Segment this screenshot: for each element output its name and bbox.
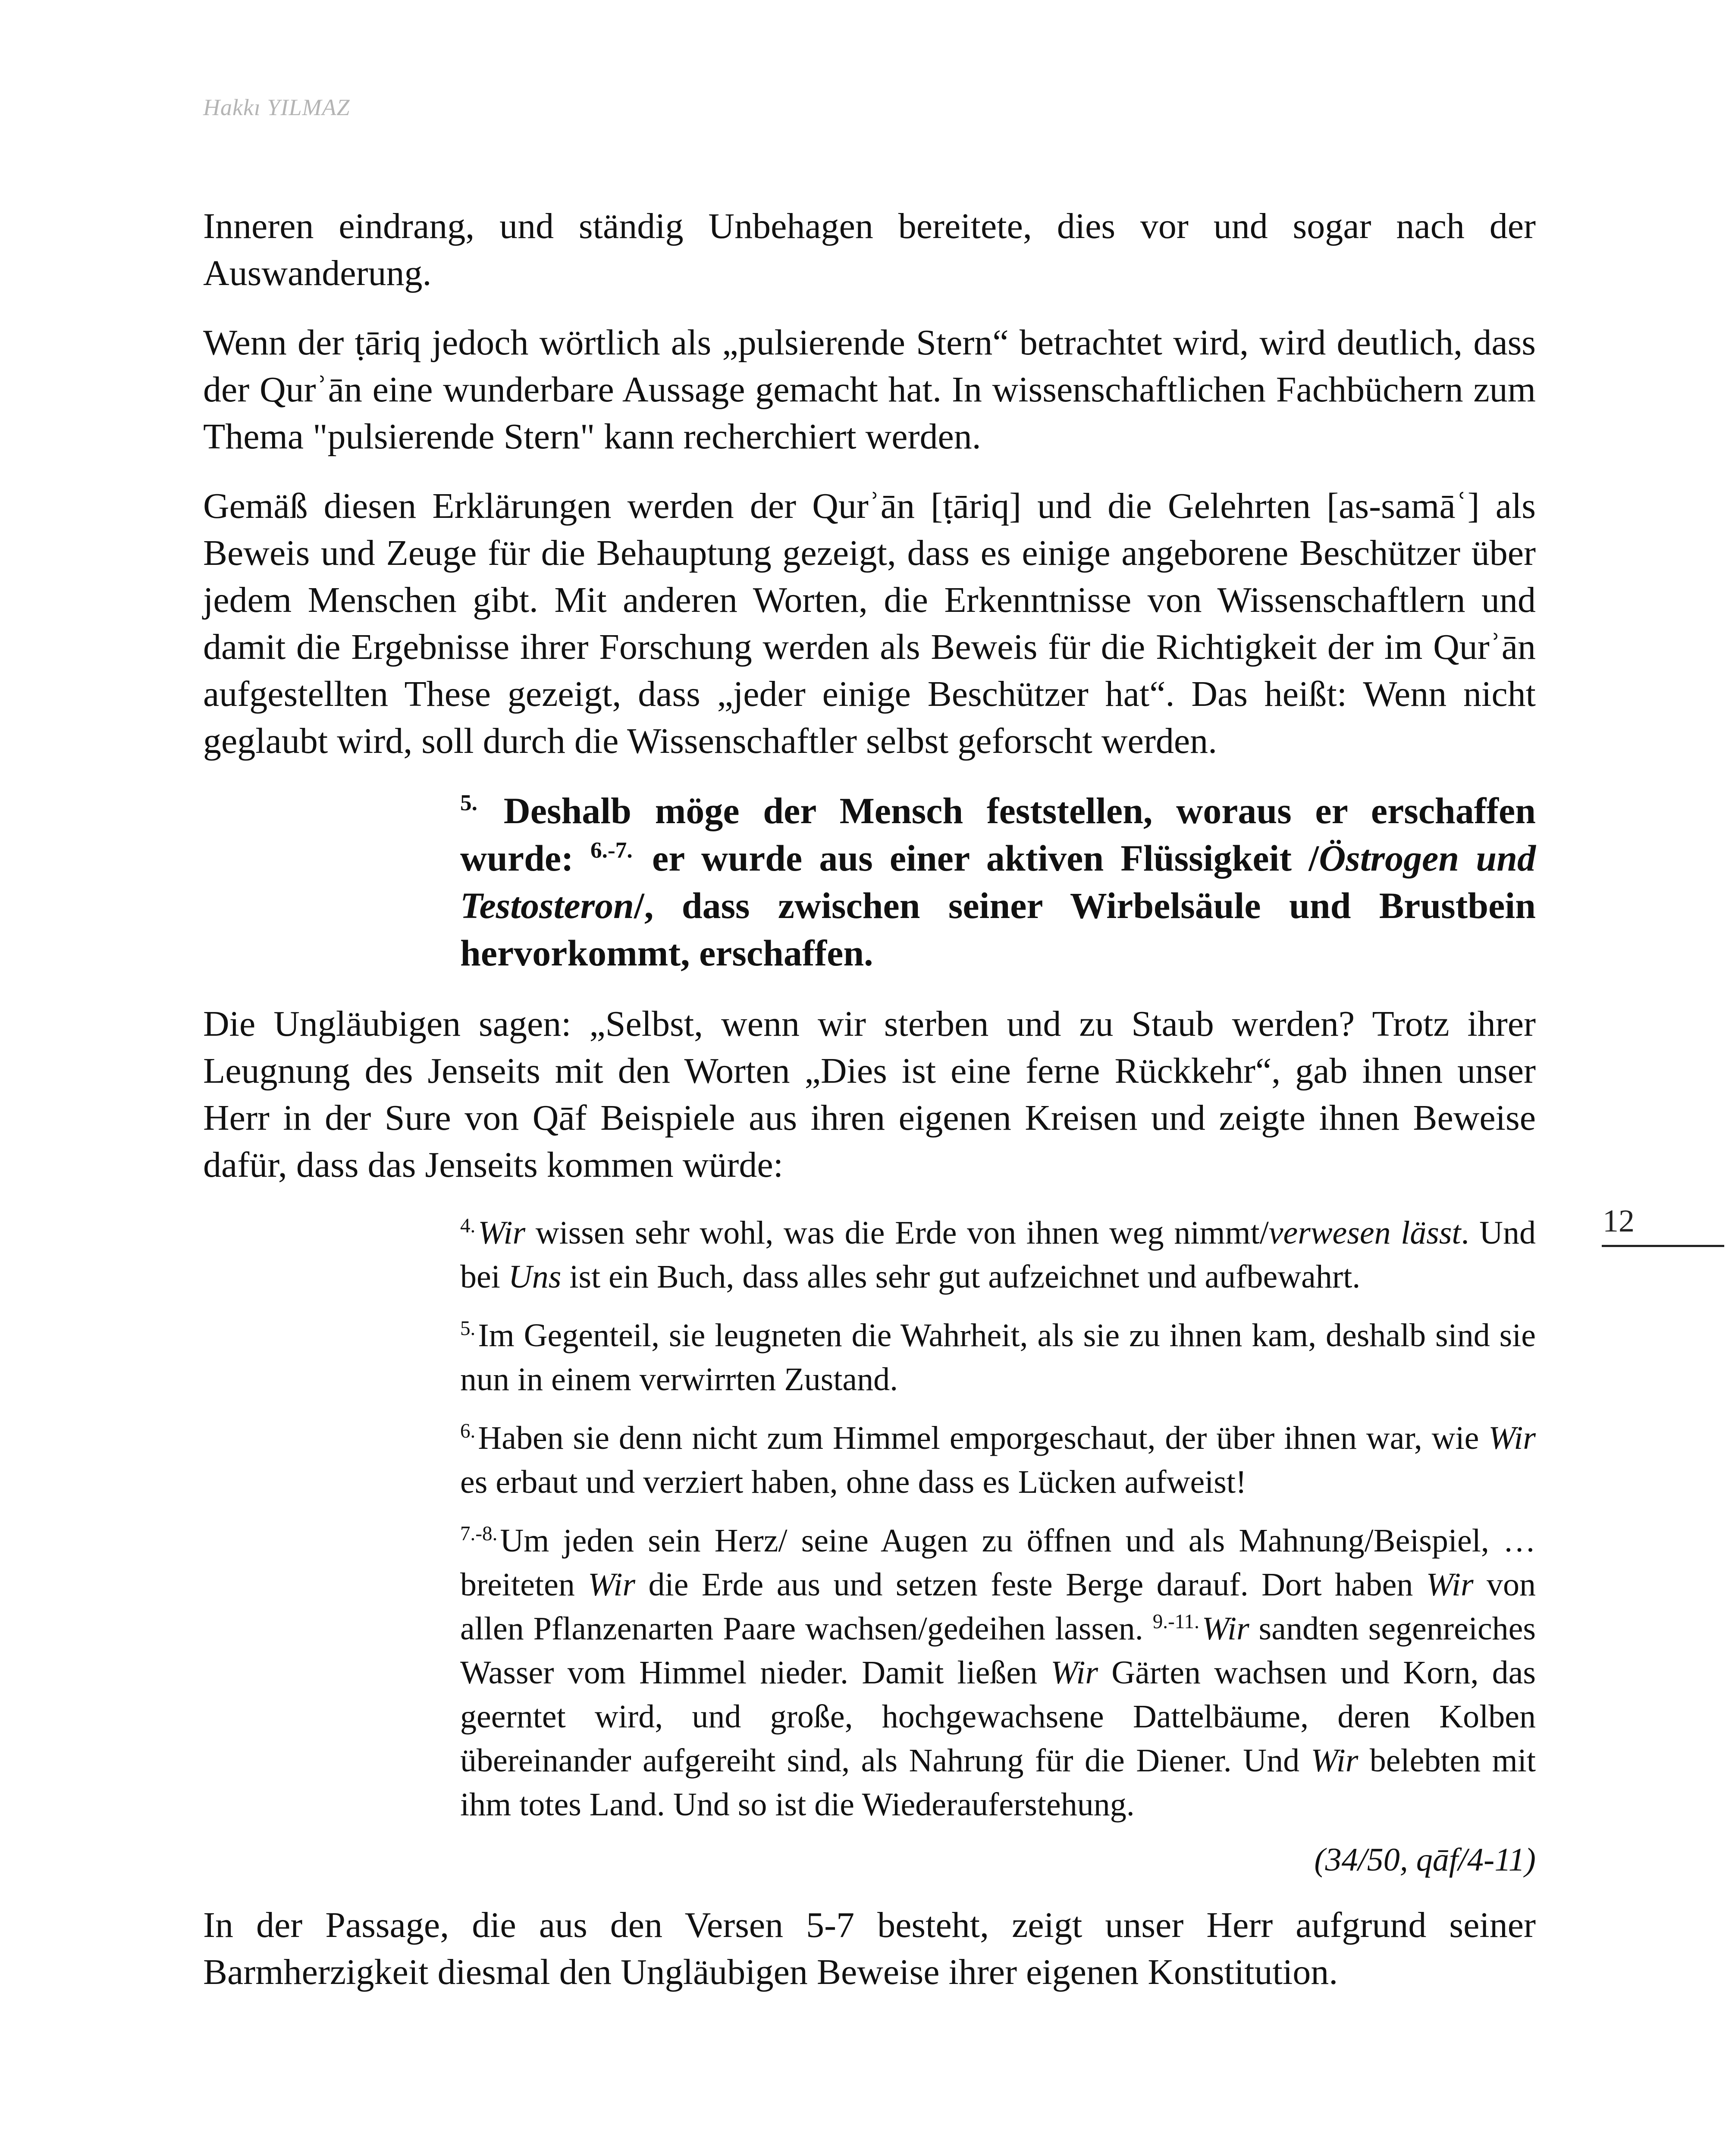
quote-text: es erbaut und verziert haben, ohne dass es Lücken aufweist!	[460, 1464, 1247, 1500]
verse-text-italic: Östrogen und Testosteron	[460, 837, 1536, 926]
paragraph: Inneren eindrang, und ständig Unbehagen bereitete, dies vor und sogar nach der Auswanderung.	[203, 206, 1536, 293]
verse-number: 5.	[460, 1317, 476, 1340]
paragraph: In der Passage, die aus den Versen 5-7 besteht, zeigt unser Herr aufgrund seiner Barmherzigkeit diesmal den Ungläubigen Beweise ihrer eigenen Konstitution.	[203, 1905, 1536, 1992]
page-number: 12	[1602, 1203, 1724, 1247]
quote-text: Um jeden sein Herz/ seine Augen zu öffnen und als Mahnung/Beispiel, … breiteten	[460, 1523, 1536, 1603]
quote-text-italic: Wir	[1426, 1567, 1474, 1603]
quote-text-italic: verwesen lässt	[1268, 1215, 1461, 1251]
verse-text: /, dass zwischen seiner Wirbelsäule und Brustbein hervorkommt, erschaffen.	[460, 885, 1536, 974]
quote-citation: (34/50, qāf/4-11)	[1314, 1842, 1536, 1878]
verse-number: 7.-8.	[460, 1522, 498, 1545]
verse-text: Deshalb möge der Mensch feststellen, woraus er erschaffen wurde:	[460, 790, 1536, 879]
quote-text-italic: Wir	[588, 1567, 636, 1603]
quote-block	[460, 1211, 1536, 1882]
quote-text-italic: Wir	[1488, 1420, 1536, 1456]
quote-text: belebten mit ihm totes Land. Und so ist die Wiederauferstehung.	[460, 1742, 1536, 1823]
paragraph: Wenn der ṭāriq jedoch wörtlich als „pulsierende Stern“ betrachtet wird, wird deutlich, dass der Qurʾān eine wunderbare Aussage gemacht hat. In wissenschaftlichen Fachbüchern zum Thema "pulsierende Stern" kann recherchiert werden.	[203, 323, 1536, 457]
quote-verse	[460, 1416, 1536, 1504]
quote-text: die Erde aus und setzen feste Berge darauf. Dort haben	[635, 1567, 1426, 1603]
page-body	[203, 203, 1536, 2018]
quote-text: ist ein Buch, dass alles sehr gut aufzeichnet und aufbewahrt.	[561, 1259, 1361, 1295]
verse-text: er wurde aus einer aktiven Flüssigkeit /	[652, 837, 1319, 879]
verse-number: 9.-11.	[1152, 1610, 1199, 1633]
quote-verse	[460, 1313, 1536, 1401]
quote-text: wissen sehr wohl, was die Erde von ihnen weg nimmt/	[525, 1215, 1269, 1251]
verse-number: 5.	[460, 790, 477, 816]
quote-verse	[460, 1211, 1536, 1299]
paragraph: Gemäß diesen Erklärungen werden der Qurʾān [ṭāriq] und die Gelehrten [as-samāʿ] als Beweis und Zeuge für die Behauptung gezeigt, dass es einige angeborene Beschützer über jedem Menschen gibt. Mit anderen Worten, die Erkenntnisse von Wissenschaftlern und damit die Ergebnisse ihrer Forschung werden als Beweis für die Richtigkeit der im Qurʾān aufgestellten These gezeigt, dass „jeder einige Beschützer hat“. Das heißt: Wenn nicht geglaubt wird, soll durch die Wissenschaftler selbst geforscht werden.	[203, 486, 1536, 761]
verse-number: 4.	[460, 1214, 476, 1237]
quote-text-italic: Wir	[1051, 1655, 1098, 1691]
verse-block	[460, 787, 1536, 977]
quote-text: von allen Pflanzenarten Paare wachsen/gedeihen lassen.	[460, 1567, 1536, 1647]
verse-number: 6.-7.	[590, 837, 633, 863]
paragraph: Die Ungläubigen sagen: „Selbst, wenn wir sterben und zu Staub werden? Trotz ihrer Leugnung des Jenseits mit den Worten „Dies ist eine ferne Rückkehr“, gab ihnen unser Herr in der Sure von Qāf Beispiele aus ihren eigenen Kreisen und zeigte ihnen Beweise dafür, dass das Jenseits kommen würde:	[203, 1004, 1536, 1185]
quote-text-italic: Wir	[478, 1215, 526, 1251]
quote-text: Haben sie denn nicht zum Himmel emporgeschaut, der über ihnen war, wie	[478, 1420, 1489, 1456]
verse-number: 6.	[460, 1420, 476, 1442]
quote-text-italic: Wir	[1202, 1611, 1249, 1647]
quote-verse	[460, 1519, 1536, 1827]
quote-text-italic: Uns	[508, 1259, 562, 1295]
quote-text: Im Gegenteil, sie leugneten die Wahrheit, als sie zu ihnen kam, deshalb sind sie nun in einem verwirrten Zustand.	[460, 1317, 1536, 1398]
quote-text-italic: Wir	[1311, 1742, 1359, 1779]
quote-text: Gärten wachsen und Korn, das geerntet wird, und große, hochgewachsene Dattelbäume, deren Kolben übereinander aufgereiht sind, als Nahrung für die Diener. Und	[460, 1655, 1536, 1779]
running-header-author: Hakkı YILMAZ	[203, 94, 350, 120]
quote-text: sandten segenreiches Wasser vom Himmel nieder. Damit ließen	[460, 1611, 1536, 1691]
quote-text: . Und bei	[460, 1215, 1536, 1295]
